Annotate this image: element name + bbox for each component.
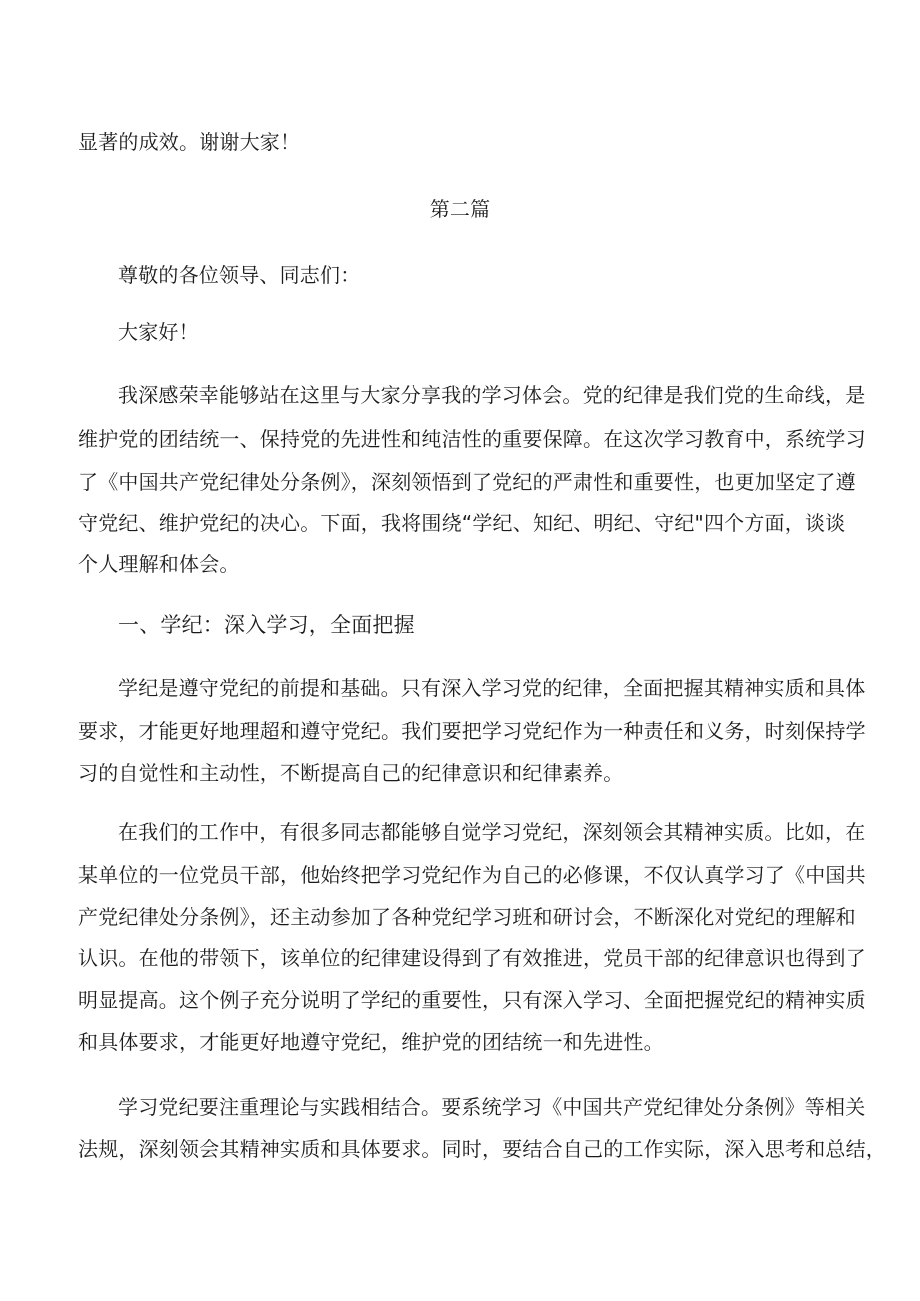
paragraph-line: 守党纪、维护党纪的决心。下面，我将围绕“学纪、知纪、明纪、守纪"四个方面，谈谈 [78, 511, 846, 535]
paragraph-line: 个人理解和体会。 [78, 552, 240, 576]
paragraph-line: 认识。在他的带领下，该单位的纪律建设得到了有效推进，党员干部的纪律意识也得到了 [78, 946, 866, 970]
paragraph-line: 法规，深刻领会其精神实质和具体要求。同时，要结合自己的工作实际，深入思考和总结， [78, 1137, 886, 1161]
paragraph-line: 和具体要求，才能更好地遵守党纪，维护党的团结统一和先进性。 [78, 1030, 664, 1054]
paragraph-line: 要求，才能更好地理超和遵守党纪。我们要把学习党纪作为一种责任和义务，时刻保持学 [78, 719, 866, 743]
section-title: 第二篇 [429, 197, 491, 221]
continuation-line: 显著的成效。谢谢大家！ [78, 130, 301, 154]
paragraph-line: 产党纪律处分条例》，还主动参加了各种党纪学习班和研讨会，不断深化对党纪的理解和 [78, 905, 856, 929]
paragraph-line: 明显提高。这个例子充分说明了学纪的重要性，只有深入学习、全面把握党纪的精神实质 [78, 988, 866, 1012]
paragraph-line: 维护党的团结统一、保持党的先进性和纯洁性的重要保障。在这次学习教育中，系统学习 [78, 427, 866, 451]
salutation: 尊敬的各位领导、同志们： [118, 263, 361, 287]
paragraph-line: 在我们的工作中，有很多同志都能够自觉学习党纪，深刻领会其精神实质。比如，在 [118, 820, 866, 844]
paragraph-line: 我深感荣幸能够站在这里与大家分享我的学习体会。党的纪律是我们党的生命线，是 [118, 383, 866, 407]
paragraph-line: 学习党纪要注重理论与实践相结合。要系统学习《中国共产党纪律处分条例》等相关 [118, 1095, 866, 1119]
paragraph-line: 学纪是遵守党纪的前提和基础。只有深入学习党的纪律，全面把握其精神实质和具体 [118, 676, 866, 700]
section-heading: 一、学纪：深入学习，全面把握 [118, 613, 415, 637]
paragraph-line: 某单位的一位党员干部，他始终把学习党纪作为自己的必修课，不仅认真学习了《中国共 [78, 863, 866, 887]
paragraph-line: 了《中国共产党纪律处分条例》，深刻领悟到了党纪的严肃性和重要性，也更加坚定了遵 [78, 470, 856, 494]
greeting: 大家好！ [118, 320, 199, 344]
paragraph-line: 习的自觉性和主动性，不断提高自己的纪律意识和纪律素养。 [78, 761, 624, 785]
